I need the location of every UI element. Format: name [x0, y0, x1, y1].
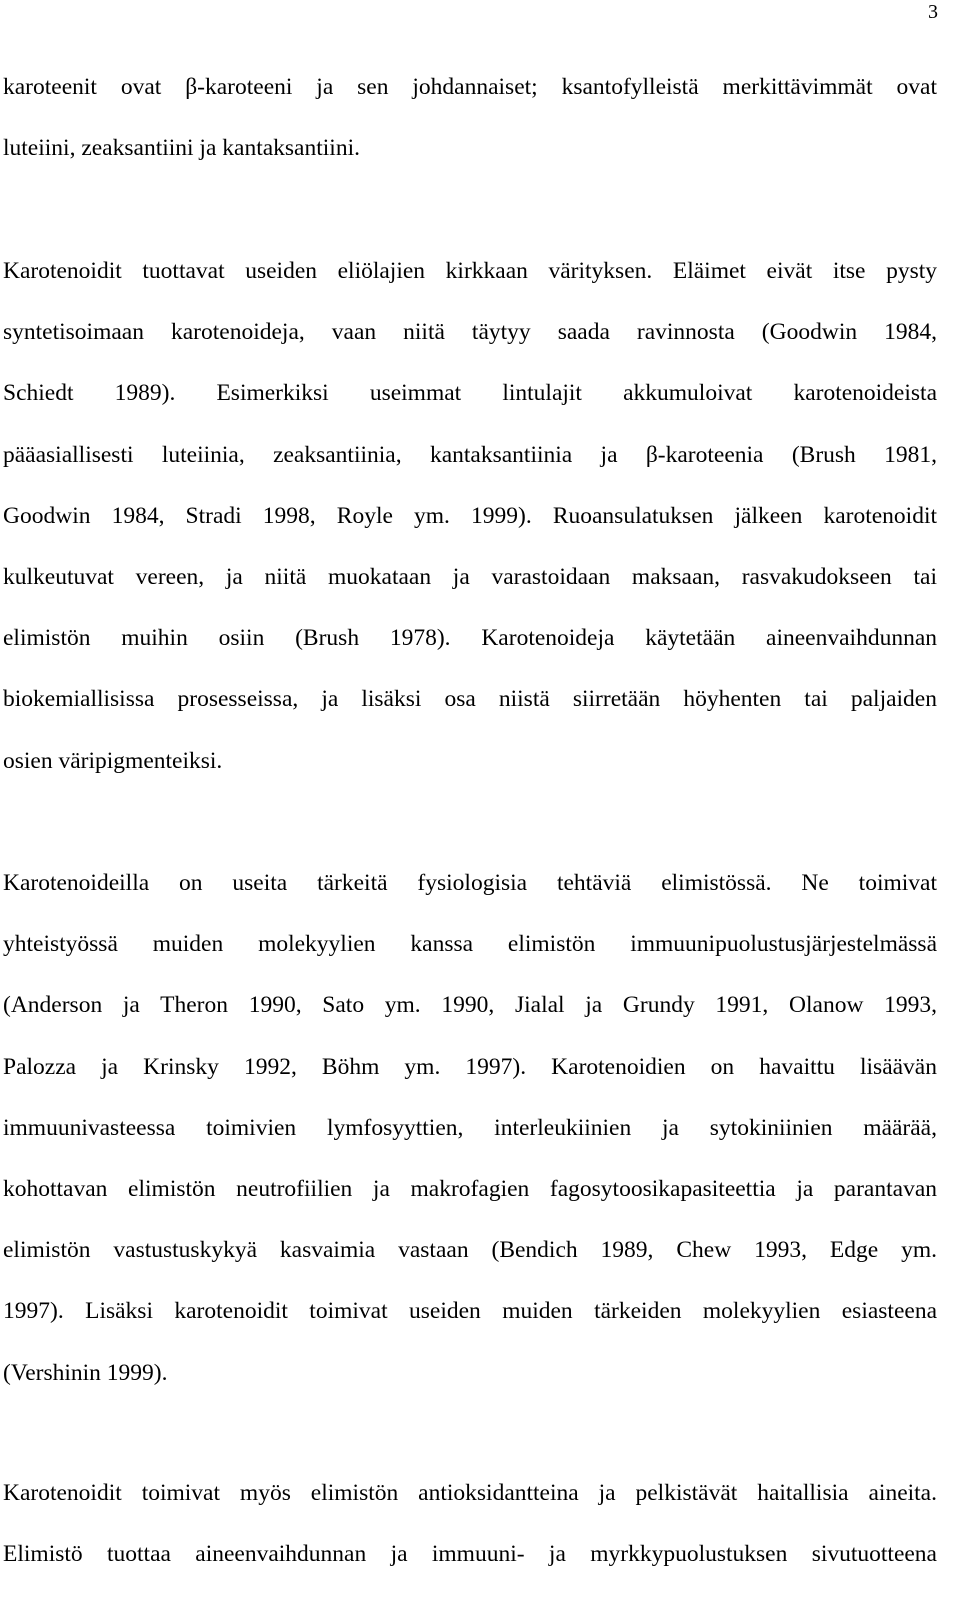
text-line: kohottavan elimistön neutrofiilien ja makrofagien fagosytoosikapasiteettia ja parantavan — [3, 1175, 937, 1202]
text-line: Goodwin 1984, Stradi 1998, Royle ym. 1999). Ruoansulatuksen jälkeen karotenoidit — [3, 502, 937, 529]
text-line: Palozza ja Krinsky 1992, Böhm ym. 1997). Karotenoidien on havaittu lisäävän — [3, 1053, 937, 1080]
text-line: 1997). Lisäksi karotenoidit toimivat useiden muiden tärkeiden molekyylien esiasteena — [3, 1298, 937, 1325]
text-line: Karotenoidit toimivat myös elimistön antioksidantteina ja pelkistävät haitallisia aineita. — [3, 1480, 937, 1506]
text-line: yhteistyössä muiden molekyylien kanssa elimistön immuunipuolustusjärjestelmässä — [3, 931, 937, 958]
paragraph-3 — [3, 853, 937, 1404]
paragraph-2 — [3, 241, 937, 792]
paragraph-1 — [3, 57, 937, 179]
text-line: Karotenoidit tuottavat useiden eliölajien kirkkaan värityksen. Eläimet eivät itse pysty — [3, 258, 937, 284]
page-number: 3 — [928, 1, 938, 23]
text-line: pääasiallisesti luteiinia, zeaksantiinia, kantaksantiinia ja β-karoteenia (Brush 1981, — [3, 441, 937, 468]
text-line: elimistön muihin osiin (Brush 1978). Karotenoideja käytetään aineenvaihdunnan — [3, 625, 937, 652]
text-line: Schiedt 1989). Esimerkiksi useimmat lintulajit akkumuloivat karotenoideista — [3, 380, 937, 407]
text-line: syntetisoimaan karotenoideja, vaan niitä täytyy saada ravinnosta (Goodwin 1984, — [3, 319, 937, 346]
paragraph-4 — [3, 1463, 937, 1585]
text-line: biokemiallisissa prosesseissa, ja lisäksi osa niistä siirretään höyhenten tai paljaiden — [3, 686, 937, 713]
text-line: osien väripigmenteiksi. — [3, 747, 223, 774]
text-line: karoteenit ovat β-karoteeni ja sen johdannaiset; ksantofylleistä merkittävimmät ovat — [3, 74, 937, 100]
text-line: (Vershinin 1999). — [3, 1359, 168, 1386]
text-line: kulkeutuvat vereen, ja niitä muokataan ja varastoidaan maksaan, rasvakudokseen tai — [3, 563, 937, 590]
text-line: elimistön vastustuskykyä kasvaimia vastaan (Bendich 1989, Chew 1993, Edge ym. — [3, 1237, 937, 1264]
text-line: (Anderson ja Theron 1990, Sato ym. 1990, Jialal ja Grundy 1991, Olanow 1993, — [3, 992, 937, 1019]
text-line: Elimistö tuottaa aineenvaihdunnan ja immuuni- ja myrkkypuolustuksen sivutuotteena — [3, 1541, 937, 1568]
text-line: Karotenoideilla on useita tärkeitä fysiologisia tehtäviä elimistössä. Ne toimivat — [3, 870, 937, 896]
text-line: luteiini, zeaksantiini ja kantaksantiini. — [3, 135, 360, 162]
text-line: immuunivasteessa toimivien lymfosyyttien, interleukiinien ja sytokiniinien määrää, — [3, 1114, 937, 1141]
